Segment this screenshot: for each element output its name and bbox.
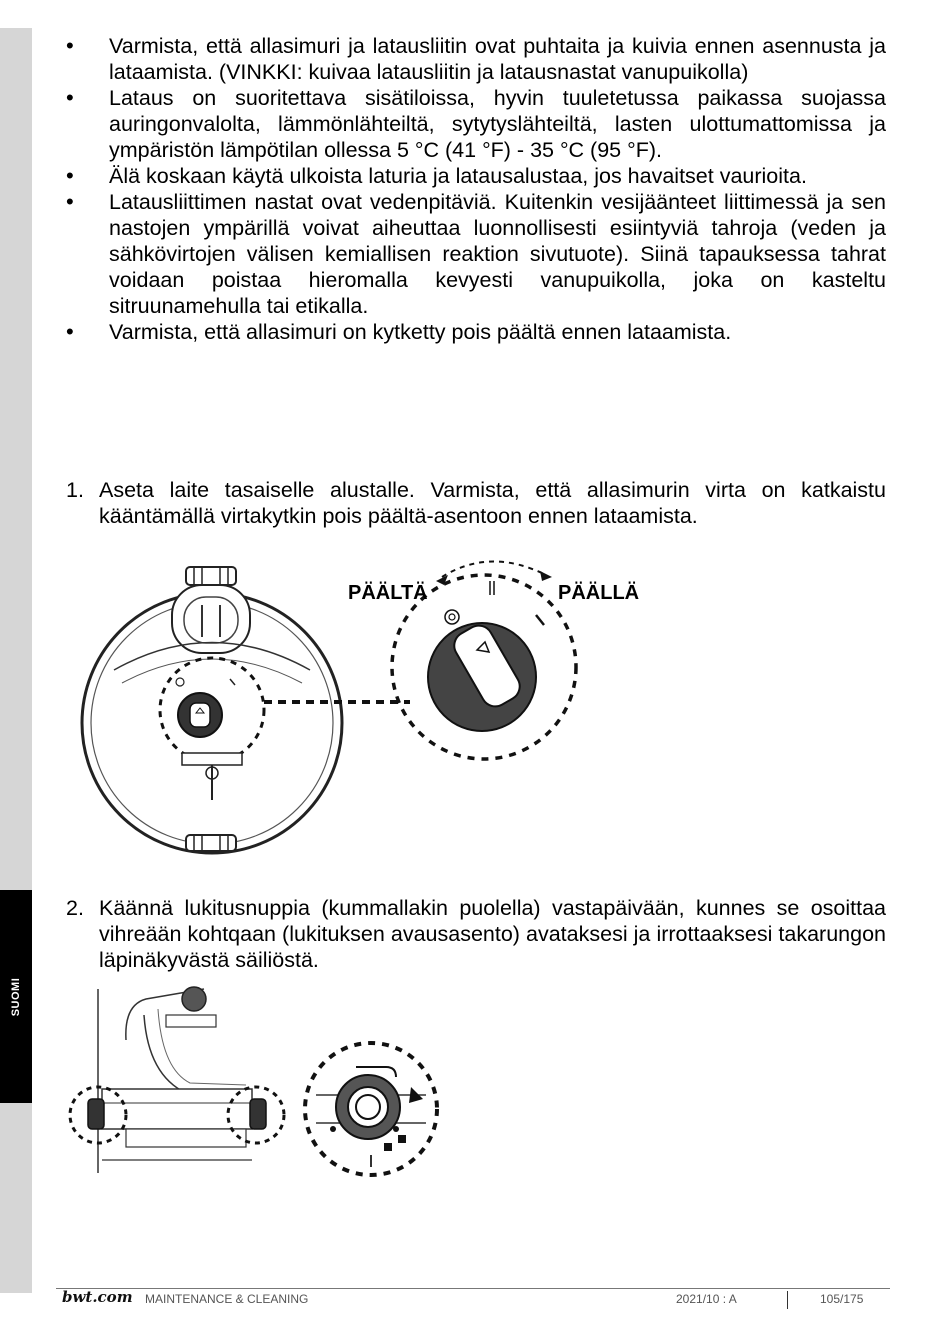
step-text: Aseta laite tasaiselle alustalle. Varmista, että allasimurin virta on katkaistu kääntämällä virtakytkin pois päältä-asentoon ennen lataamista.: [99, 478, 886, 528]
right-lock-knob: [250, 1099, 266, 1129]
bullet-item: [66, 85, 886, 163]
bullet-item: [66, 319, 886, 345]
footer-logo: bwt.com: [62, 1288, 133, 1306]
bullet-item: [66, 189, 886, 319]
footer-page-number: 105/175: [820, 1292, 864, 1306]
label-off: PÄÄLTÄ: [348, 582, 428, 604]
left-lock-knob: [88, 1099, 104, 1129]
footer-section: MAINTENANCE & CLEANING: [145, 1292, 309, 1306]
footer-separator: [787, 1291, 788, 1309]
language-tab-label: SUOMI: [10, 977, 22, 1017]
rotation-arc: [442, 561, 546, 577]
bullet-symbol: •: [66, 189, 74, 214]
top-knob: [182, 987, 206, 1011]
power-switch-figure: [70, 555, 640, 865]
bullet-item: [66, 163, 886, 189]
bullet-symbol: •: [66, 319, 74, 344]
safety-notes: [66, 33, 886, 345]
bullet-text: Latausliittimen nastat ovat vedenpitäviä. Kuitenkin vesijäänteet liittimessä ja sen nastojen ympärillä voivat aiheuttaa luonnollisesti esiintyviä tahroja (veden ja sähkövirtojen välisen kemiallisen reaktion sivutuote). Siinä tapauksessa tahrat voidaan poistaa hieromalla kevyesti vanupuikolla, joka on kasteltu sitruunamehulla tai etikalla.: [109, 190, 886, 318]
bullet-text: Varmista, että allasimuri on kytketty pois päältä ennen lataamista.: [109, 320, 732, 344]
language-tab: [0, 890, 32, 1103]
side-margin-strip-lower: [0, 1103, 32, 1293]
step-2: [66, 895, 886, 973]
bullet-text: Älä koskaan käytä ulkoista laturia ja latausalustaa, jos havaitset vaurioita.: [109, 164, 807, 188]
step-number: 1.: [66, 478, 84, 502]
step-item: [66, 895, 886, 973]
locking-knob-figure: [66, 985, 466, 1185]
step-item: [66, 477, 886, 529]
bullet-list: [66, 33, 886, 345]
footer-revision: 2021/10 : A: [676, 1292, 737, 1306]
step-text: Käännä lukitusnuppia (kummallakin puolella) vastapäivään, kunnes se osoittaa vihreään kohtqaan (lukituksen avausasento) avataksesi ja irrottaaksesi takarungon läpinäkyvästä säiliöstä.: [99, 896, 886, 972]
bullet-symbol: •: [66, 163, 74, 188]
footer-divider: [56, 1288, 890, 1289]
step-1: [66, 477, 886, 529]
step-number: 2.: [66, 896, 84, 920]
bullet-text: Lataus on suoritettava sisätiloissa, hyvin tuuletetussa paikassa suojassa auringonvalolta, lämmönlähteiltä, sytytyslähteiltä, lasten ulottumattomissa ja ympäristön lämpötilan ollessa 5 °C (41 °F) - 35 °C (95 °F).: [109, 86, 886, 162]
bullet-text: Varmista, että allasimuri ja latausliitin ovat puhtaita ja kuivia ennen asennusta ja lataamista. (VINKKI: kuivaa latausliitin ja latausnastat vanupuikolla): [109, 34, 886, 84]
bullet-item: [66, 33, 886, 85]
arrow-right-icon: [540, 571, 552, 581]
side-margin-strip: [0, 28, 32, 890]
label-on: PÄÄLLÄ: [558, 582, 640, 604]
bullet-symbol: •: [66, 85, 74, 110]
bullet-symbol: •: [66, 33, 74, 58]
